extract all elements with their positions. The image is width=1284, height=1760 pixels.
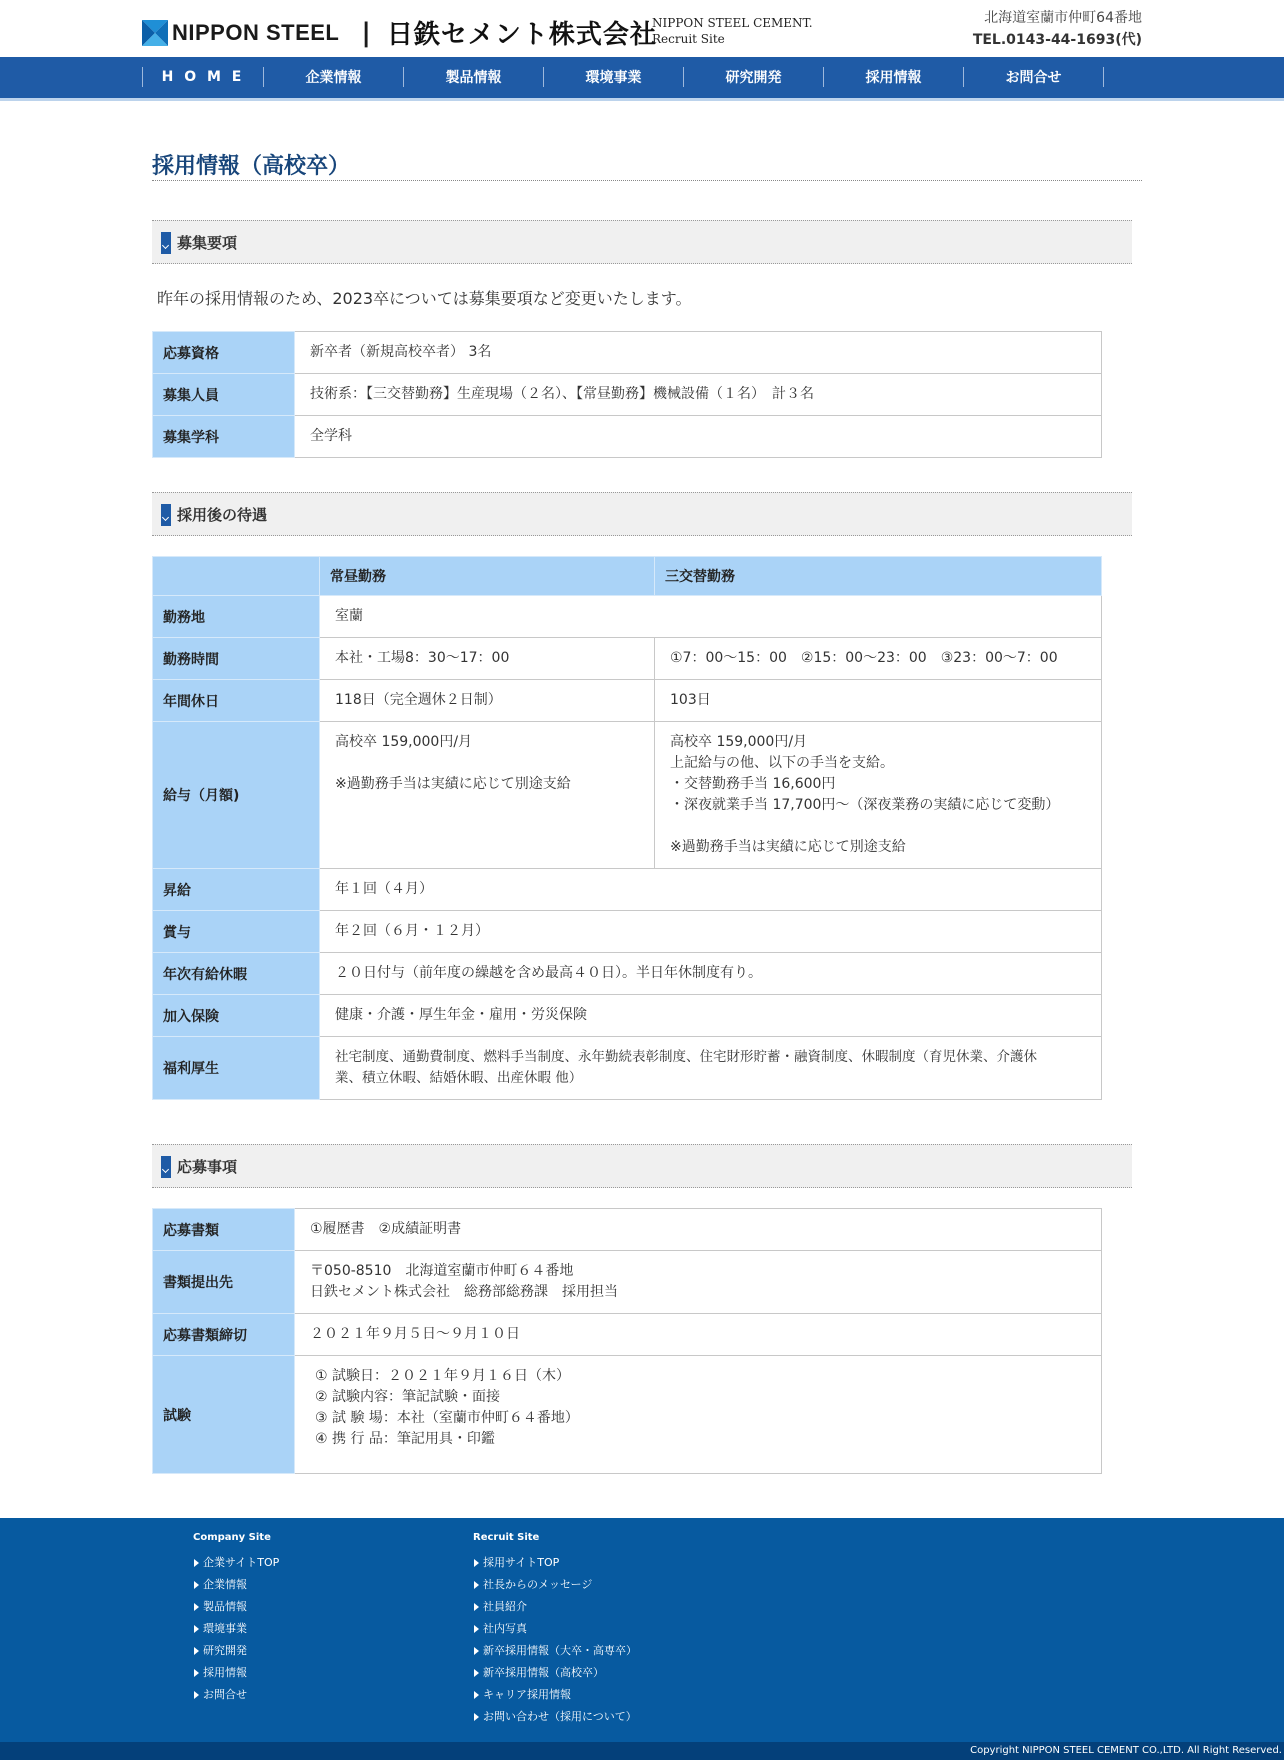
title-divider xyxy=(152,180,1142,181)
nav-contact[interactable]: お問合せ xyxy=(963,67,1103,87)
section-header-treatment: 採用後の待遇 xyxy=(152,492,1132,536)
apply-table xyxy=(152,1208,1102,1474)
row-value: 高校卒 159,000円/月 上記給与の他、以下の手当を支給。 ・交替勤務手当 16,600円 ・深夜就業手当 17,700円～（深夜業務の実績に応じて変動） ※過勤務手当は実績に応じて別途支給 xyxy=(655,722,1102,869)
nav-products[interactable]: 製品情報 xyxy=(403,67,543,87)
table-row xyxy=(153,332,1102,374)
table-row xyxy=(153,995,1102,1037)
treatment-table xyxy=(152,556,1102,1100)
row-label: 年次有給休暇 xyxy=(153,953,320,995)
row-label: 応募書類締切 xyxy=(153,1314,295,1356)
nav-divider xyxy=(1103,67,1104,87)
row-value: 103日 xyxy=(655,680,1102,722)
table-row xyxy=(153,1314,1102,1356)
table-row xyxy=(153,869,1102,911)
company-name-jp: 日鉄セメント株式会社 xyxy=(386,20,657,50)
table-row xyxy=(153,953,1102,995)
row-value: 年１回（４月） xyxy=(320,869,1102,911)
recruit-intro-text: 昨年の採用情報のため、2023卒については募集要項など変更いたします。 xyxy=(157,289,692,308)
table-row xyxy=(153,1356,1102,1474)
footer-link[interactable]: 新卒採用情報（高校卒） xyxy=(473,1666,637,1688)
recruit-table xyxy=(152,331,1102,458)
nav-environment[interactable]: 環境事業 xyxy=(543,67,683,87)
row-value: 〒050-8510 北海道室蘭市仲町６４番地 日鉄セメント株式会社 総務部総務課 採用担当 xyxy=(295,1251,1102,1314)
row-label: 加入保険 xyxy=(153,995,320,1037)
table-row xyxy=(153,416,1102,458)
site-footer xyxy=(0,1518,1284,1742)
copyright: Copyright NIPPON STEEL CEMENT CO.,LTD. All Right Reserved. xyxy=(0,1742,1284,1760)
footer-link[interactable]: 新卒採用情報（大卒・高専卒） xyxy=(473,1644,637,1666)
footer-link[interactable]: 製品情報 xyxy=(193,1600,279,1622)
footer-recruit-links xyxy=(473,1532,637,1732)
table-row xyxy=(153,1037,1102,1100)
footer-recruit-heading: Recruit Site xyxy=(473,1532,540,1543)
row-label: 給与（月額) xyxy=(153,722,320,869)
footer-link[interactable]: 環境事業 xyxy=(193,1622,279,1644)
nav-home[interactable]: H O M E xyxy=(142,67,263,87)
row-value: 全学科 xyxy=(295,416,1102,458)
table-row xyxy=(153,911,1102,953)
footer-company-links xyxy=(193,1532,279,1710)
footer-link[interactable]: 社員紹介 xyxy=(473,1600,637,1622)
nippon-steel-logo-mark-icon xyxy=(142,20,168,46)
row-value: 健康・介護・厚生年金・雇用・労災保険 xyxy=(320,995,1102,1037)
row-label: 募集人員 xyxy=(153,374,295,416)
row-label: 賞与 xyxy=(153,911,320,953)
row-value: ２０２１年９月５日～９月１０日 xyxy=(295,1314,1102,1356)
section-header-apply: 応募事項 xyxy=(152,1144,1132,1188)
footer-link[interactable]: 社内写真 xyxy=(473,1622,637,1644)
chevron-down-icon xyxy=(161,1156,171,1178)
row-label: 昇給 xyxy=(153,869,320,911)
footer-link[interactable]: 企業情報 xyxy=(193,1578,279,1600)
row-value: ①履歴書 ②成績証明書 xyxy=(295,1209,1102,1251)
footer-link[interactable]: お問合せ xyxy=(193,1688,279,1710)
footer-link[interactable]: 採用サイトTOP xyxy=(473,1556,637,1578)
row-label: 勤務地 xyxy=(153,596,320,638)
row-value: 高校卒 159,000円/月 ※過勤務手当は実績に応じて別途支給 xyxy=(320,722,655,869)
nav-research[interactable]: 研究開発 xyxy=(683,67,823,87)
row-value: 118日（完全週休２日制） xyxy=(320,680,655,722)
row-label: 応募書類 xyxy=(153,1209,295,1251)
row-label: 年間休日 xyxy=(153,680,320,722)
table-row xyxy=(153,1209,1102,1251)
row-label: 試験 xyxy=(153,1356,295,1474)
global-nav xyxy=(0,57,1284,101)
row-value: 本社・工場8：30～17：00 xyxy=(320,638,655,680)
table-row xyxy=(153,1251,1102,1314)
nav-company[interactable]: 企業情報 xyxy=(263,67,403,87)
logo-text: NIPPON STEEL xyxy=(172,19,340,45)
site-header xyxy=(0,0,1284,57)
table-row xyxy=(153,596,1102,638)
col-header-shift: 三交替勤務 xyxy=(655,557,1102,596)
footer-link[interactable]: 採用情報 xyxy=(193,1666,279,1688)
row-value: 室蘭 xyxy=(320,596,1102,638)
row-label: 書類提出先 xyxy=(153,1251,295,1314)
header-blank xyxy=(153,557,320,596)
header-address: 北海道室蘭市仲町64番地 xyxy=(984,10,1142,26)
row-label: 募集学科 xyxy=(153,416,295,458)
logo-separator: | xyxy=(361,17,371,48)
page-title: 採用情報（高校卒） xyxy=(152,154,351,179)
footer-link[interactable]: 研究開発 xyxy=(193,1644,279,1666)
company-logo[interactable] xyxy=(142,14,657,51)
chevron-down-icon xyxy=(161,504,171,526)
row-value: ２０日付与（前年度の繰越を含め最高４０日）。半日年休制度有り。 xyxy=(320,953,1102,995)
footer-link[interactable]: お問い合わせ（採用について） xyxy=(473,1710,637,1732)
footer-company-heading: Company Site xyxy=(193,1532,271,1543)
table-row xyxy=(153,680,1102,722)
section-header-recruit: 募集要項 xyxy=(152,220,1132,264)
footer-link[interactable]: 社長からのメッセージ xyxy=(473,1578,637,1600)
table-header-row xyxy=(153,557,1102,596)
col-header-day: 常昼勤務 xyxy=(320,557,655,596)
chevron-down-icon xyxy=(161,232,171,254)
table-row xyxy=(153,638,1102,680)
table-row xyxy=(153,722,1102,869)
table-row xyxy=(153,374,1102,416)
row-label: 応募資格 xyxy=(153,332,295,374)
row-label: 福利厚生 xyxy=(153,1037,320,1100)
nav-recruit[interactable]: 採用情報 xyxy=(823,67,963,87)
row-value: 技術系：【三交替勤務】生産現場（２名）、【常昼勤務】機械設備（１名） 計３名 xyxy=(295,374,1102,416)
footer-link[interactable]: 企業サイトTOP xyxy=(193,1556,279,1578)
row-value: 年２回（６月・１２月） xyxy=(320,911,1102,953)
row-value: 社宅制度、通勤費制度、燃料手当制度、永年勤続表彰制度、住宅財形貯蓄・融資制度、休暇制度（育児休業、介護休 業、積立休暇、結婚休暇、出産休暇 他） xyxy=(320,1037,1102,1100)
header-tel: TEL.0143-44-1693(代) xyxy=(972,32,1142,48)
row-value: ①7：00～15：00 ②15：00～23：00 ③23：00～7：00 xyxy=(655,638,1102,680)
footer-link[interactable]: キャリア採用情報 xyxy=(473,1688,637,1710)
row-label: 勤務時間 xyxy=(153,638,320,680)
recruit-site-label: NIPPON STEEL CEMENT. Recruit Site xyxy=(652,16,813,46)
row-value: ① 試験日：２０２１年９月１６日（木） ② 試験内容：筆記試験・面接 ③ 試 験 場：本社（室蘭市仲町６４番地） ④ 携 行 品：筆記用具・印鑑 xyxy=(295,1356,1102,1474)
row-value: 新卒者（新規高校卒者） 3名 xyxy=(295,332,1102,374)
